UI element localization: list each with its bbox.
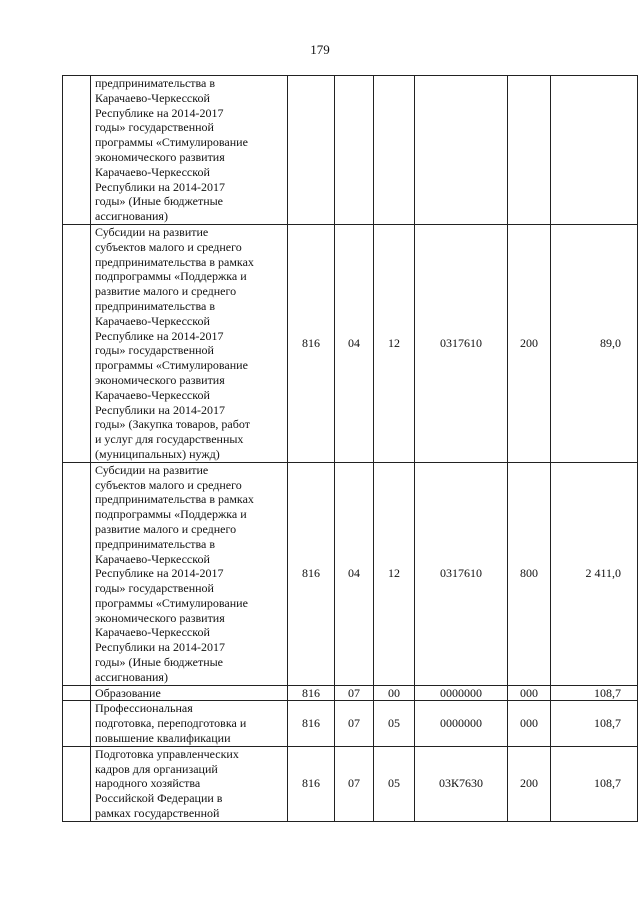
expense-type-code: 200 xyxy=(508,746,551,821)
table-row xyxy=(63,76,638,225)
expense-type-code xyxy=(508,76,551,225)
table-row xyxy=(63,746,638,821)
section-code xyxy=(335,76,374,225)
empty-cell xyxy=(63,701,91,746)
section-code: 07 xyxy=(335,746,374,821)
subsection-code: 05 xyxy=(374,701,415,746)
section-code: 04 xyxy=(335,462,374,685)
subsection-code: 05 xyxy=(374,746,415,821)
target-code: 03К7630 xyxy=(415,746,508,821)
subsection-code: 12 xyxy=(374,224,415,462)
item-name: Субсидии на развитие субъектов малого и среднего предпринимательства в рамках подпрограммы «Поддержка и развитие малого и среднего предпринимательства в Карачаево-Черкесской Республике на 2014-2017 годы» государственной программы «Стимулирование экономического развития Карачаево-Черкесской Республики на 2014-2017 годы» (Закупка товаров, работ и услуг для государственных (муниципальных) нужд) xyxy=(91,224,288,462)
subsection-code: 00 xyxy=(374,685,415,701)
empty-cell xyxy=(63,685,91,701)
table-row xyxy=(63,701,638,746)
target-code: 0317610 xyxy=(415,462,508,685)
empty-cell xyxy=(63,76,91,225)
item-name: предпринимательства в Карачаево-Черкесской Республике на 2014-2017 годы» государственной программы «Стимулирование экономического развития Карачаево-Черкесской Республики на 2014-2017 годы» (Иные бюджетные ассигнования) xyxy=(91,76,288,225)
ministry-code: 816 xyxy=(288,746,335,821)
item-name: Профессиональная подготовка, переподготовка и повышение квалификации xyxy=(91,701,288,746)
target-code xyxy=(415,76,508,225)
empty-cell xyxy=(63,462,91,685)
section-code: 07 xyxy=(335,701,374,746)
subsection-code xyxy=(374,76,415,225)
target-code: 0000000 xyxy=(415,685,508,701)
empty-cell xyxy=(63,224,91,462)
expense-type-code: 200 xyxy=(508,224,551,462)
target-code: 0000000 xyxy=(415,701,508,746)
ministry-code: 816 xyxy=(288,685,335,701)
budget-table xyxy=(62,75,638,822)
item-name: Образование xyxy=(91,685,288,701)
ministry-code xyxy=(288,76,335,225)
amount: 89,0 xyxy=(551,224,638,462)
section-code: 04 xyxy=(335,224,374,462)
section-code: 07 xyxy=(335,685,374,701)
amount xyxy=(551,76,638,225)
empty-cell xyxy=(63,746,91,821)
subsection-code: 12 xyxy=(374,462,415,685)
item-name: Субсидии на развитие субъектов малого и среднего предпринимательства в рамках подпрограммы «Поддержка и развитие малого и среднего предпринимательства в Карачаево-Черкесской Республике на 2014-2017 годы» государственной программы «Стимулирование экономического развития Карачаево-Черкесской Республики на 2014-2017 годы» (Иные бюджетные ассигнования) xyxy=(91,462,288,685)
expense-type-code: 000 xyxy=(508,685,551,701)
amount: 108,7 xyxy=(551,701,638,746)
ministry-code: 816 xyxy=(288,462,335,685)
expense-type-code: 000 xyxy=(508,701,551,746)
ministry-code: 816 xyxy=(288,701,335,746)
amount: 108,7 xyxy=(551,685,638,701)
page-number: 179 xyxy=(310,42,330,57)
item-name: Подготовка управленческих кадров для организаций народного хозяйства Российской Федерации в рамках государственной xyxy=(91,746,288,821)
amount: 2 411,0 xyxy=(551,462,638,685)
target-code: 0317610 xyxy=(415,224,508,462)
table-row xyxy=(63,685,638,701)
expense-type-code: 800 xyxy=(508,462,551,685)
amount: 108,7 xyxy=(551,746,638,821)
table-row xyxy=(63,224,638,462)
table-row xyxy=(63,462,638,685)
ministry-code: 816 xyxy=(288,224,335,462)
